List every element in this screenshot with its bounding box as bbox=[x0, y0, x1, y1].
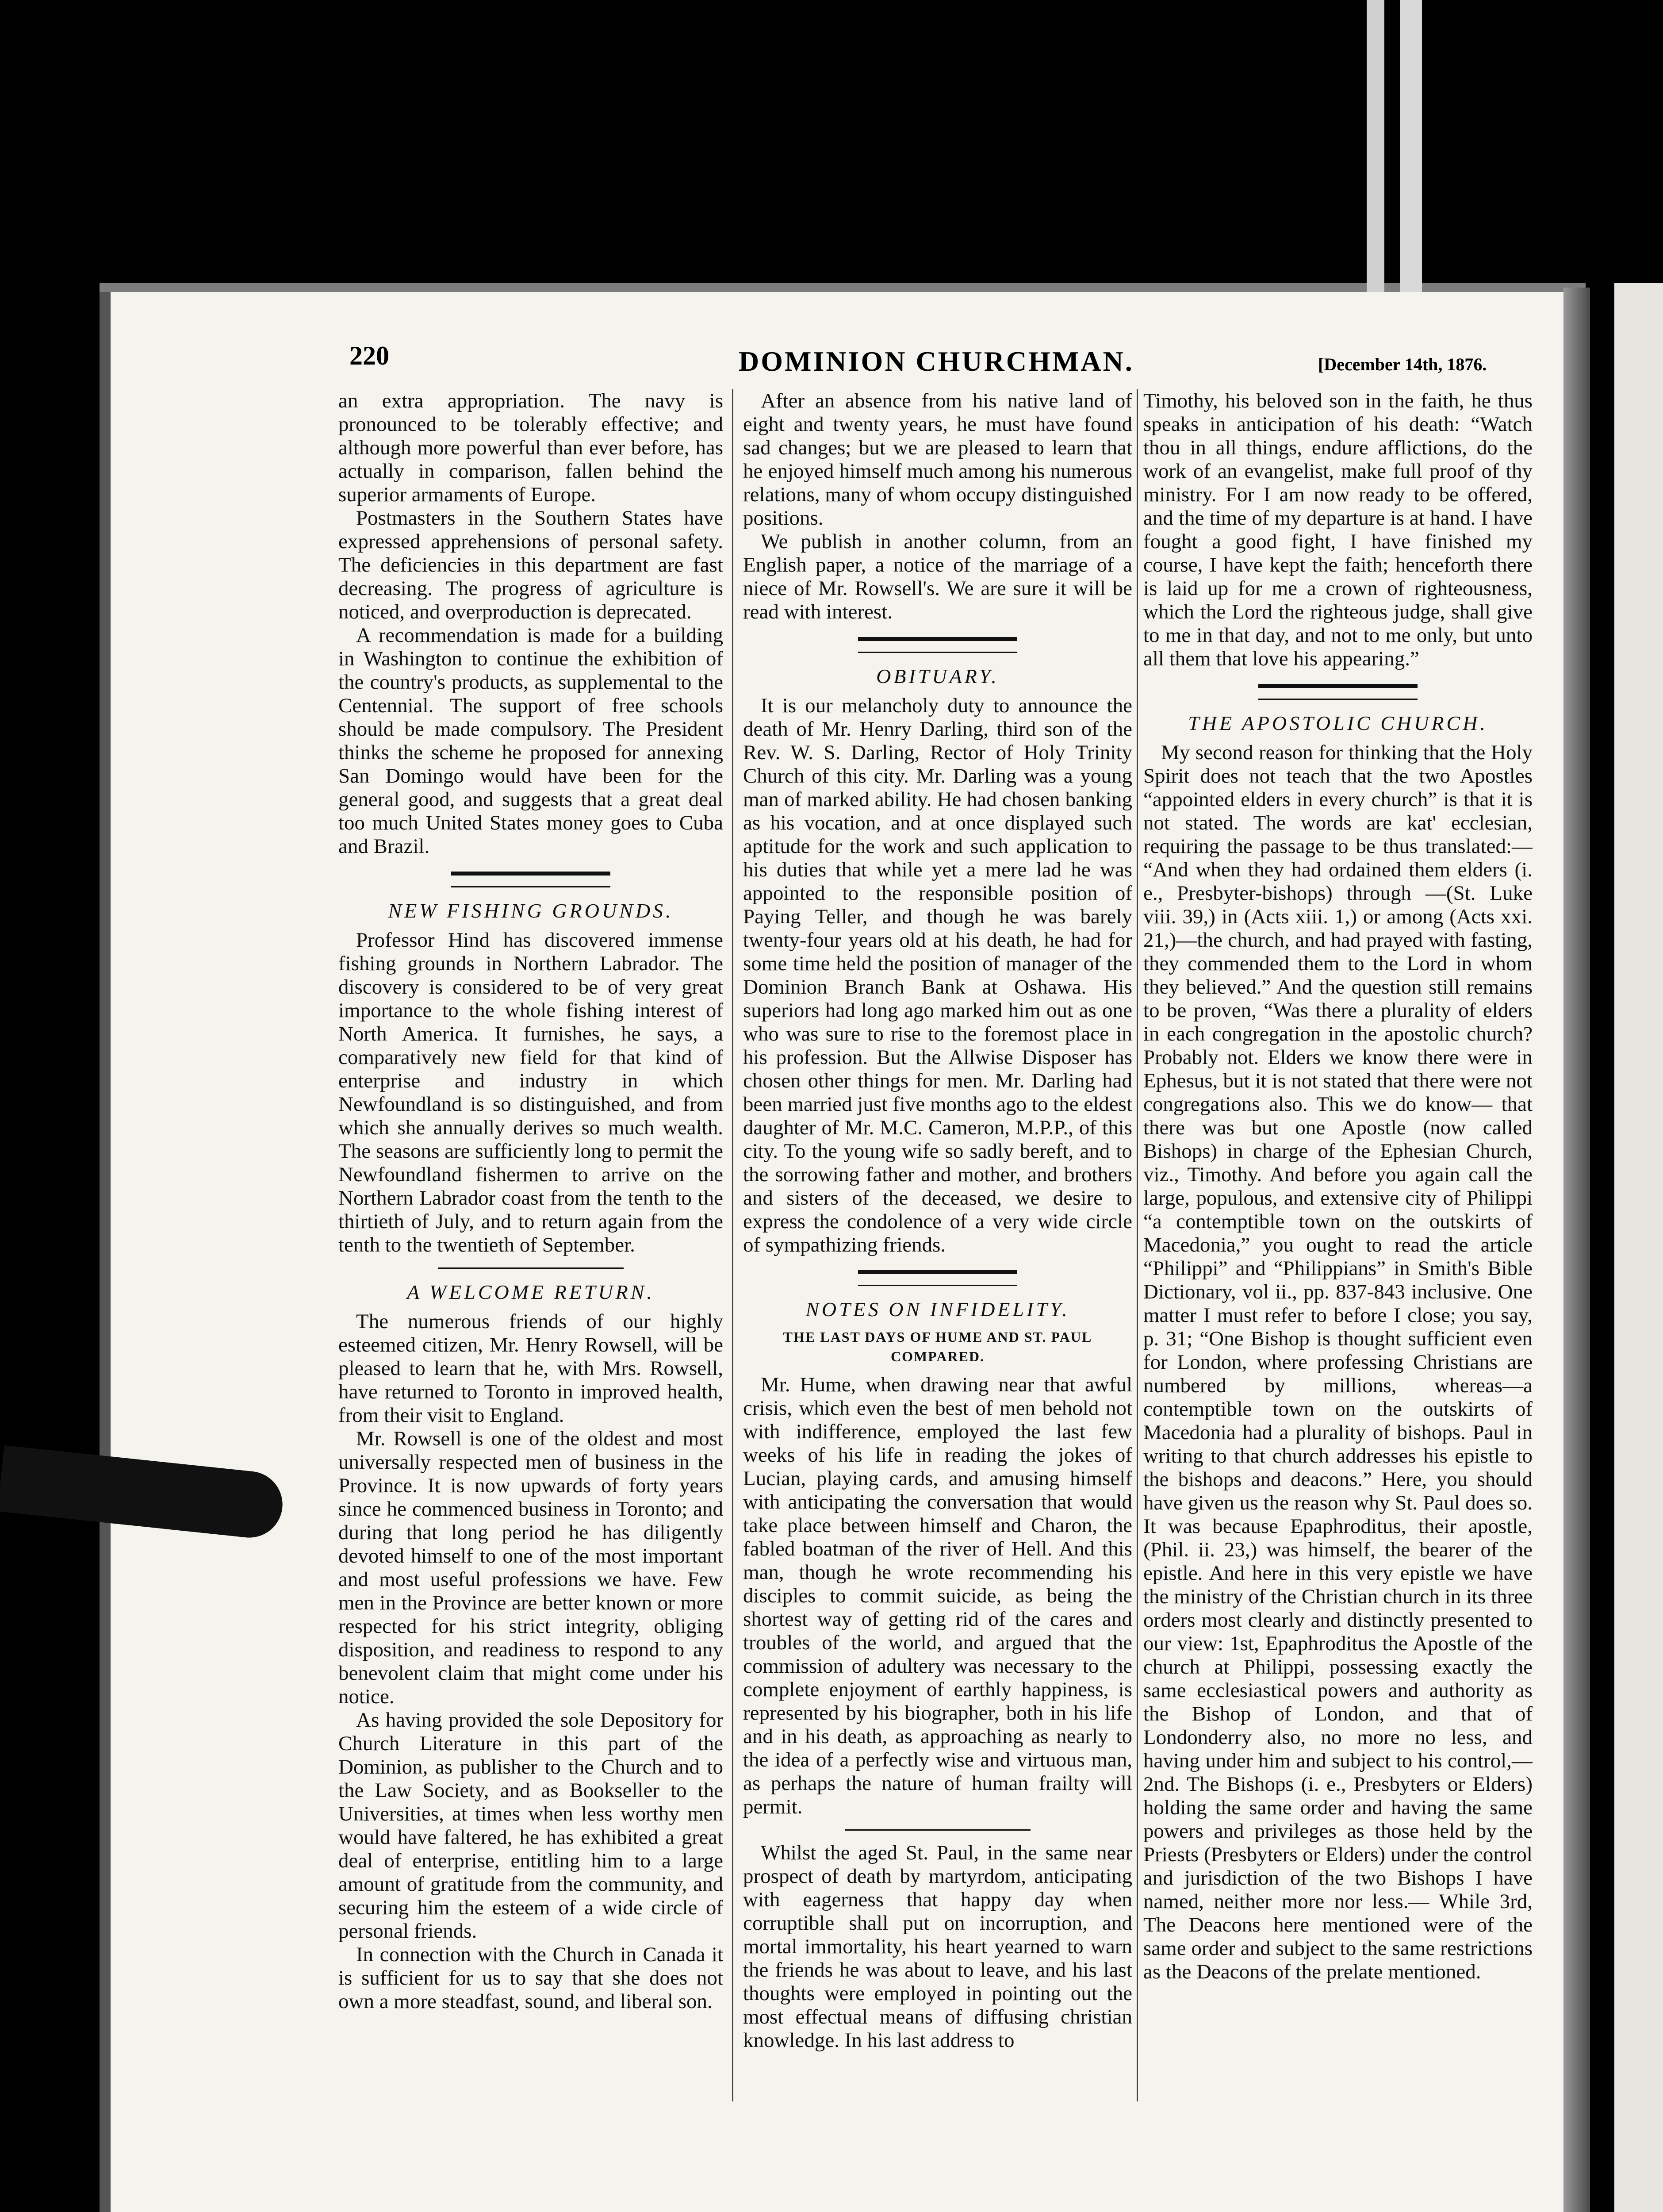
paragraph: The numerous friends of our highly esteemed citizen, Mr. Henry Rowsell, will be pleased to learn that he, with Mrs. Rowsell, have returned to Toronto in improved health, from their visit to England. bbox=[338, 1310, 723, 1427]
column-3 bbox=[1143, 389, 1533, 2172]
section-heading: NOTES ON INFIDELITY. bbox=[805, 1298, 1070, 1321]
scanner-bar bbox=[1367, 0, 1384, 336]
paragraph: Mr. Rowsell is one of the oldest and most universally respected men of business in the Province. It is now upwards of forty years since he commenced business in Toronto; and during that long period he has diligently devoted himself to one of the most important and most useful professions we have. Few men in the Province are better known or more respected for his strict integrity, obliging disposition, and readiness to respond to any benevolent claim that might come under his notice. bbox=[338, 1427, 723, 1708]
section-subheading: THE LAST DAYS OF HUME AND ST. PAUL COMPARED. bbox=[783, 1329, 1092, 1364]
book-left-edge bbox=[100, 292, 111, 2212]
column-rule bbox=[732, 389, 733, 2101]
section-heading: OBITUARY. bbox=[876, 665, 999, 687]
paragraph: Mr. Hume, when drawing near that awful crisis, which even the best of men behold not with indifference, employed the last few weeks of his life in reading the jokes of Lucian, playing cards, and amusing himself with anticipating the conversation that would take place between himself and Charon, the fabled boatman of the river of Hell. And this man, though he wrote recommending his disciples to commit suicide, as being the shortest way of getting rid of the cares and troubles of the world, and argued that the commission of adultery was necessary to the complete enjoyment of earthly happiness, is represented by his biographer, both in his life and in his death, as approaching as nearly to the idea of a perfectly wise and virtuous man, as perhaps the nature of human frailty will permit. bbox=[743, 1373, 1132, 1818]
page-gutter bbox=[1563, 288, 1590, 2212]
paragraph: Professor Hind has discovered immense fishing grounds in Northern Labrador. The discovery is considered to be of very great importance to the whole fishing interest of North America. It furnishes, he says, a comparatively new field for that kind of enterprise and industry in which Newfoundland is so distinguished, and from which she annually derives so much wealth. The seasons are sufficiently long to permit the Newfoundland fishermen to arrive on the Northern Labrador coast from the tenth to the thirtieth of July, and to return again from the tenth to the twentieth of September. bbox=[338, 929, 723, 1256]
section-heading: NEW FISHING GROUNDS. bbox=[388, 899, 674, 922]
paragraph: Timothy, his beloved son in the faith, he thus speaks in anticipation of his death: “Watch thou in all things, endure afflictions, do the work of an evangelist, make full proof of thy ministry. For I am now ready to be offered, and the time of my departure is at hand. I have fought a good fight, I have finished my course, I have kept the faith; henceforth there is laid up for me a crown of righteousness, which the Lord the righteous judge, shall give to me in that day, and not to me only, but unto all them that love his appearing.” bbox=[1143, 389, 1533, 670]
paragraph: My second reason for thinking that the Holy Spirit does not teach that the two Apostles “appointed elders in every church” is that it is not stated. The words are kat' ecclesian, requiring the passage to be thus translated:— “And when they had ordained them elders (i. e., Presbyter-bishops) through —(St. Luke viii. 39,) in (Acts xiii. 1,) or among (Acts xxi. 21,)—the church, and had prayed with fasting, they commended them to the Lord in whom they believed.” And the question still remains to be proven, “Was there a plurality of elders in each congregation in the apostolic church? Probably not. Elders we know there were in Ephesus, but it is not stated that there were not congregations also. This we do know— that there was but one Apostle (now called Bishops) in charge of the Ephesian Church, viz., Timothy. And before you again call the large, populous, and extensive city of Philippi “a contemptible town on the outskirts of Macedonia,” you ought to read the article “Philippi” and “Philippians” in Smith's Bible Dictionary, vol ii., pp. 837-843 inclusive. One matter I must refer to before I close; you say, p. 31; “One Bishop is thought sufficient even for London, where professing Christians are numbered by millions, whereas—a contemptible town on the outskirts of Macedonia had a plurality of bishops. Paul in writing to that church addresses his epistle to the bishops and deacons.” Here, you should have given us the reason why St. Paul does so. It was because Epaphroditus, their apostle, (Phil. ii. 23,) was himself, the bearer of the epistle. And here in this very epistle we have the ministry of the Christian church in its three orders most clearly and distinctly presented to our view: 1st, Epaphroditus the Apostle of the church at Philippi, possessing exactly the same ecclesiastical powers and authority as the Bishop of London, and that of Londonderry also, no more no less, and having under him and subject to his control,—2nd. The Bishops (i. e., Presbyters or Elders) holding the same order and having the same powers and privileges as those held by the Priests (Presbyters or Elders) under the control and jurisdiction of the two Bishops I have named, neither more nor less.— While 3rd, The Deacons here mentioned were of the same order and subject to the same restrictions as the Deacons of the prelate mentioned. bbox=[1143, 741, 1533, 1983]
paragraph: After an absence from his native land of eight and twenty years, he must have found sad changes; but we are pleased to learn that he enjoyed himself much among his numerous relations, many of whom occupy distinguished positions. bbox=[743, 389, 1132, 530]
masthead-title: DOMINION CHURCHMAN. bbox=[739, 346, 1134, 377]
paragraph: Postmasters in the Southern States have expressed apprehensions of personal safety. The deficiencies in this department are fast decreasing. The progress of agriculture is noticed, and overproduction is deprecated. bbox=[338, 507, 723, 623]
paragraph: We publish in another column, from an English paper, a notice of the marriage of a niece of Mr. Rowsell's. We are sure it will be read with interest. bbox=[743, 530, 1132, 623]
paragraph: Whilst the aged St. Paul, in the same near prospect of death by martyrdom, anticipating with eagerness that happy day when corruptible shall put on incorruption, and mortal immortality, his heart yearned to warn the friends he was about to leave, and his last thoughts were employed in pointing out the most effectual means of diffusing christian knowledge. In his last address to bbox=[743, 1841, 1132, 2052]
scanner-bar bbox=[1400, 0, 1422, 310]
paragraph: A recommendation is made for a building in Washington to continue the exhibition of the country's products, as supplemental to the Centennial. The support of free schools should be made compulsory. The President thinks the scheme he proposed for annexing San Domingo would have been for the general good, and suggests that a great deal too much United States money goes to Cuba and Brazil. bbox=[338, 624, 723, 858]
paragraph: In connection with the Church in Canada it is sufficient for us to say that she does not own a more steadfast, sound, and liberal son. bbox=[338, 1943, 723, 2013]
dateline: [December 14th, 1876. bbox=[1318, 354, 1487, 374]
section-ornament bbox=[451, 872, 610, 887]
section-heading: A WELCOME RETURN. bbox=[407, 1281, 655, 1303]
page-number: 220 bbox=[349, 341, 389, 370]
section-ornament bbox=[1258, 684, 1418, 700]
column-1 bbox=[338, 389, 723, 2172]
paragraph: an extra appropriation. The navy is pronounced to be tolerably effective; and although more powerful than ever before, has actually in comparison, fallen behind the superior armaments of Europe. bbox=[338, 389, 723, 506]
page-header bbox=[230, 341, 1548, 380]
column-2 bbox=[743, 389, 1132, 2172]
section-rule bbox=[438, 1267, 624, 1269]
paragraph: As having provided the sole Depository for Church Literature in this part of the Dominion, as publisher to the Church and to the Law Society, and as Bookseller to the Universities, at times when less worthy men would have faltered, he has exhibited a great deal of enterprise, entitling him to a large amount of gratitude from the community, and securing him the esteem of a wide circle of personal friends. bbox=[338, 1709, 723, 1943]
facing-page-fragment bbox=[1614, 283, 1663, 2212]
paragraph: It is our melancholy duty to announce the death of Mr. Henry Darling, third son of the Rev. W. S. Darling, Rector of Holy Trinity Church of this city. Mr. Darling was a young man of marked ability. He had chosen banking as his vocation, and at once displayed such aptitude for the work and such application to his duties that while yet a mere lad he was appointed to the responsible position of Paying Teller, and though he was barely twenty-four years old at his death, he had for some time held the position of manager of the Dominion Branch Bank at Oshawa. His superiors had long ago marked him out as one who was sure to rise to the foremost place in his profession. But the Allwise Disposer has chosen other things for men. Mr. Darling had been married just five months ago to the eldest daughter of Mr. M.C. Cameron, M.P.P., of this city. To the young wife so sadly bereft, and to the sorrowing father and mother, and brothers and sisters of the deceased, we desire to express the condolence of a very wide circle of sympathizing friends. bbox=[743, 694, 1132, 1256]
column-rule bbox=[1137, 389, 1138, 2101]
section-ornament bbox=[858, 637, 1017, 653]
section-rule bbox=[845, 1829, 1031, 1831]
section-heading: THE APOSTOLIC CHURCH. bbox=[1188, 712, 1488, 734]
section-ornament bbox=[858, 1270, 1017, 1286]
